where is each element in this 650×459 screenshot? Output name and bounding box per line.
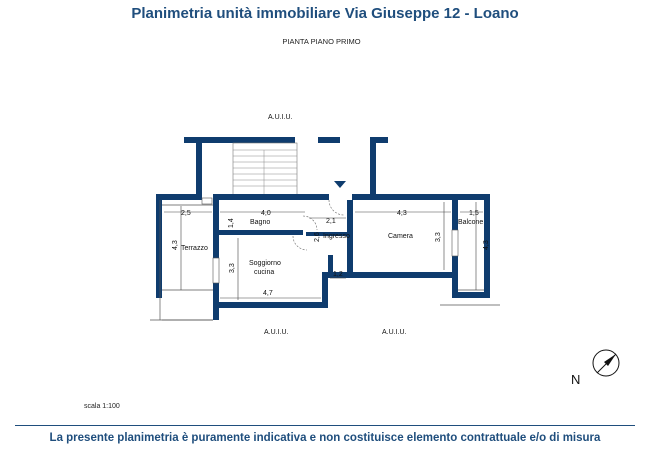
dim-soggiorno-depth: 3,3: [229, 263, 236, 273]
entrance-arrow-icon: [334, 181, 346, 188]
north-label: N: [571, 372, 581, 387]
dim-disimpegno-width: 1,2: [333, 271, 343, 278]
dim-terrazzo-depth: 4,3: [172, 240, 179, 250]
neighbor-top: A.U.I.U.: [268, 114, 293, 121]
walls: [156, 194, 490, 320]
room-camera: Camera: [388, 233, 413, 240]
footer-divider: [15, 425, 635, 426]
stair-treads: [233, 150, 297, 195]
dim-terrazzo-width: 2,5: [181, 210, 191, 217]
room-ingresso: Ingresso: [323, 233, 350, 240]
plan-title: Planimetria unità immobiliare Via Giuseppe 12 - Loano: [131, 5, 519, 22]
neighbor-bottom-left: A.U.I.U.: [264, 329, 289, 336]
floor-subtitle: PIANTA PIANO PRIMO: [282, 37, 361, 46]
wall-top-mid: [318, 137, 340, 143]
stairwell: [184, 137, 388, 197]
stair-core: [233, 143, 297, 195]
room-soggiorno: Soggiorno: [249, 260, 281, 267]
dim-soggiorno-width: 4,7: [263, 290, 273, 297]
wall-stair-left: [196, 137, 202, 197]
room-terrazzo: Terrazzo: [181, 245, 208, 252]
room-cucina: cucina: [254, 269, 275, 276]
dim-ingresso-width: 2,1: [326, 218, 336, 225]
dim-balcone-depth: 4,3: [483, 240, 490, 250]
dim-camera-width: 4,3: [397, 210, 407, 217]
dim-ingresso-depth: 2,6: [314, 232, 321, 242]
room-bagno: Bagno: [250, 219, 271, 226]
dim-bagno-width: 4,0: [261, 210, 271, 217]
dim-bagno-depth: 1,4: [228, 218, 235, 228]
dim-balcone-width: 1,5: [469, 210, 479, 217]
north-arrow-icon: [593, 350, 619, 376]
dim-camera-depth: 3,3: [435, 232, 442, 242]
scale-label: scala 1:100: [84, 403, 120, 410]
footer-disclaimer: La presente planimetria è puramente indicativa e non costituisce elemento contrattuale e/o di misura: [49, 432, 601, 444]
wall-stair-right: [370, 137, 376, 197]
room-balcone: Balcone: [458, 219, 484, 226]
neighbor-bottom-right: A.U.I.U.: [382, 329, 407, 336]
